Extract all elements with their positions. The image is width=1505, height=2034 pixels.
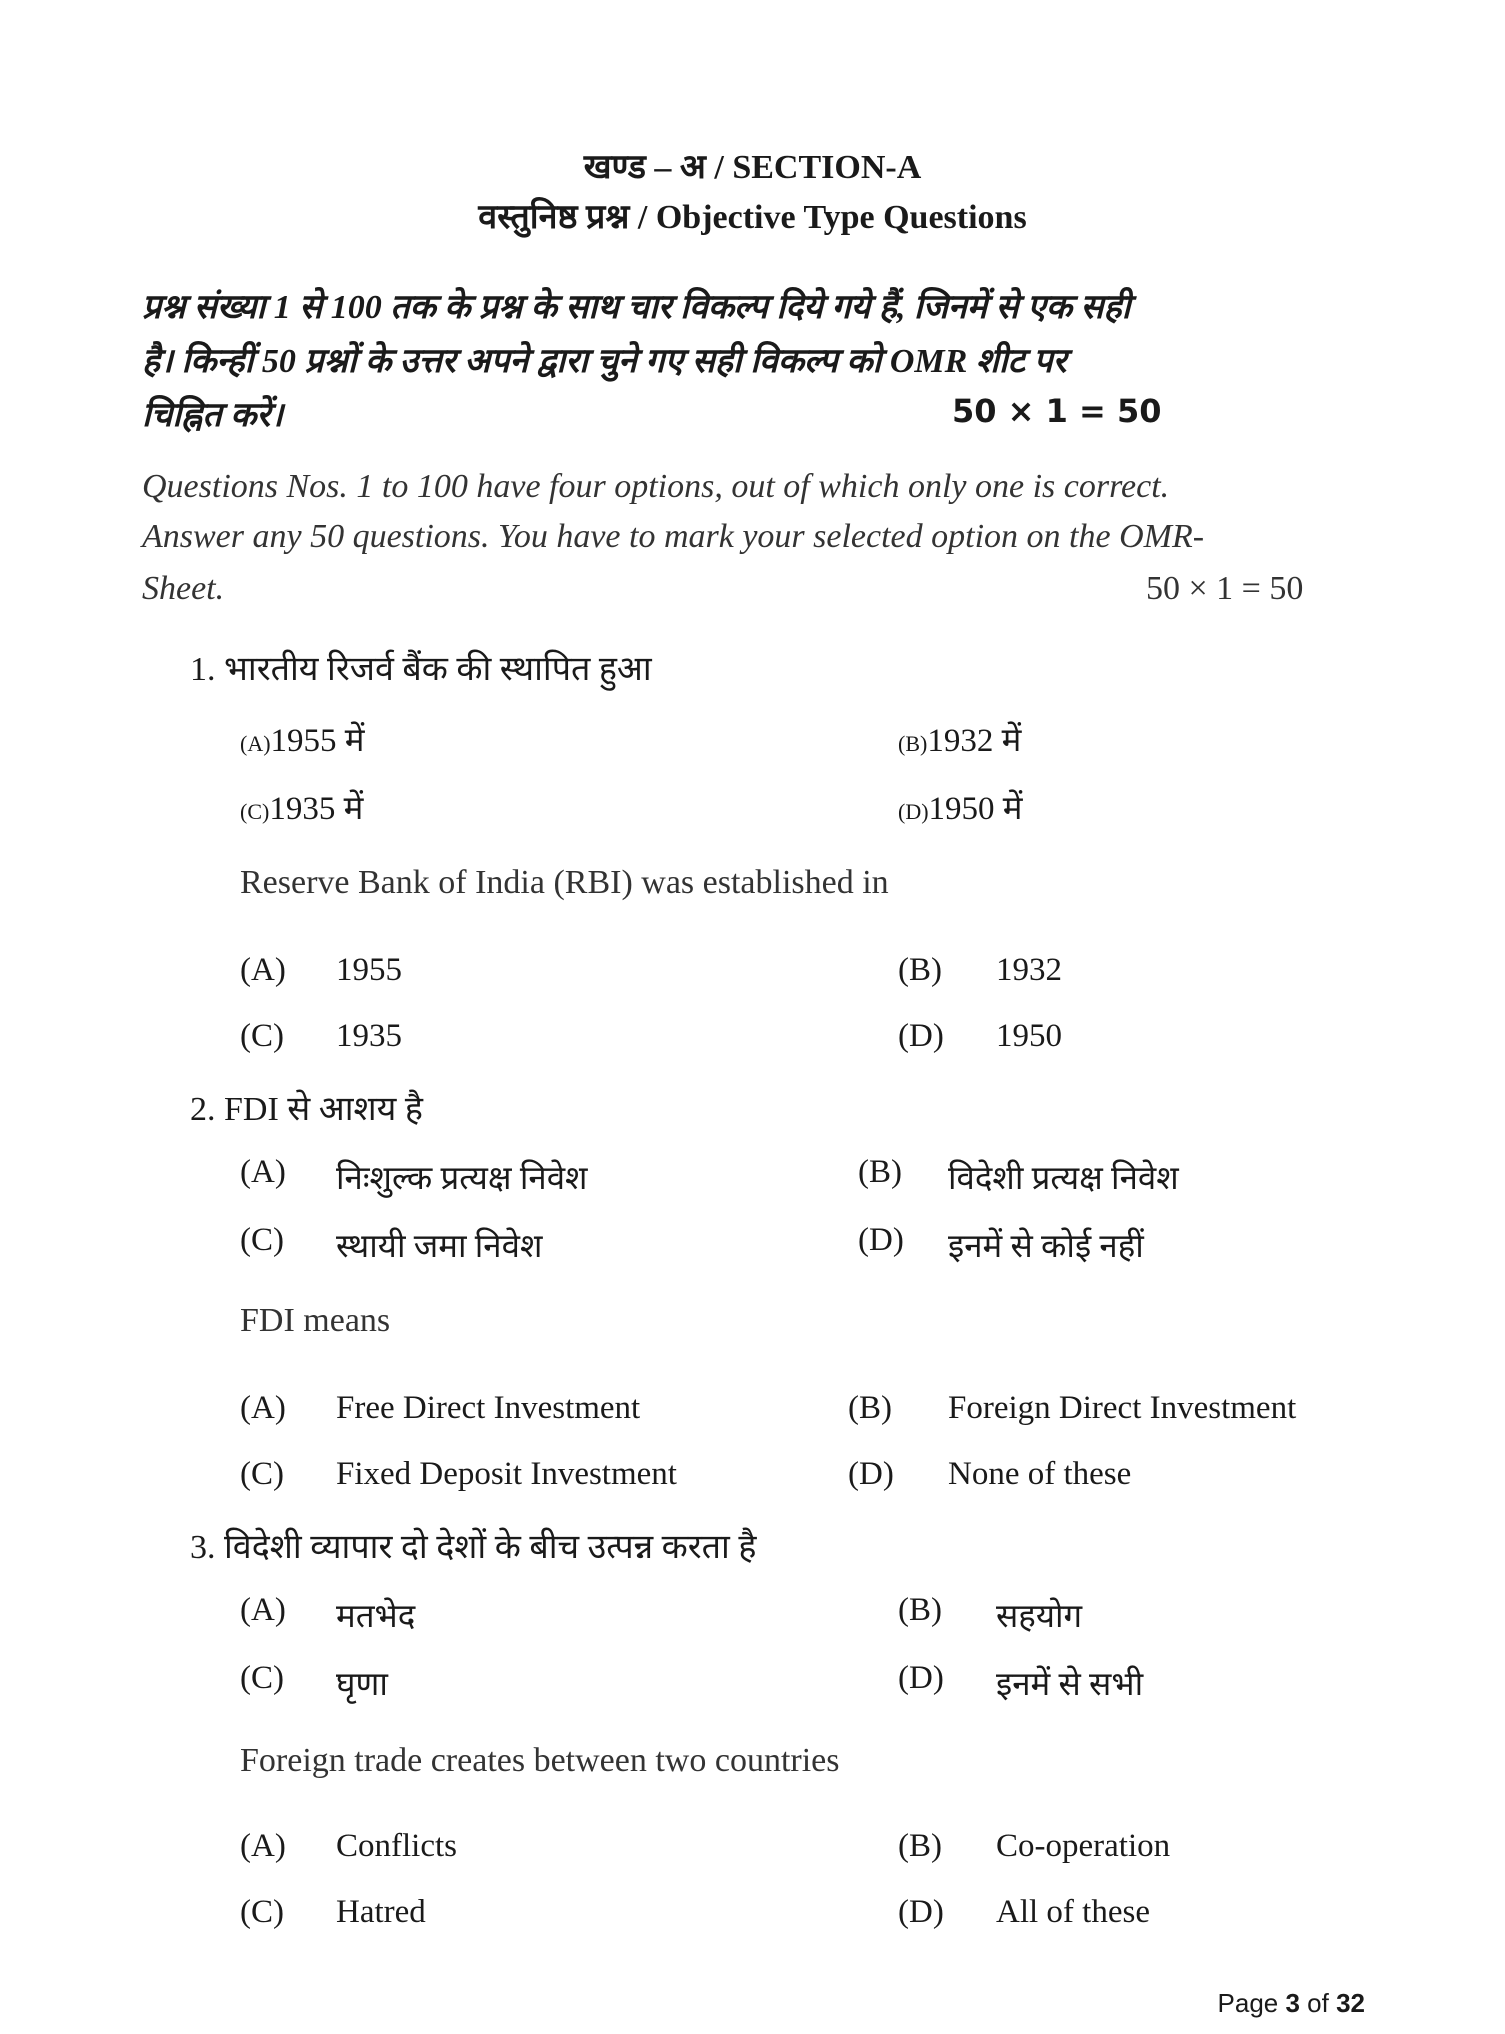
- option-d-english-text: 1950: [996, 1018, 1062, 1054]
- option-b-english-text: 1932: [996, 952, 1062, 988]
- section-subtitle: वस्तुनिष्ठ प्रश्न / Objective Type Questions: [478, 199, 1027, 236]
- option-d-hindi-text: इनमें से सभी: [996, 1667, 1144, 1703]
- question-3: [190, 1522, 756, 1568]
- option-label: (D): [898, 1018, 944, 1054]
- english-instruction-line-1: Questions Nos. 1 to 100 have four options, out of which only one is correct.: [142, 468, 1170, 505]
- option-c-hindi: (C): [240, 1660, 284, 1696]
- english-marks: 50 × 1 = 50: [1146, 570, 1304, 607]
- option-d-hindi: (D): [858, 1222, 904, 1258]
- option-text: 1955 में: [270, 723, 365, 759]
- option-a-english: [240, 952, 286, 989]
- page-number: [1218, 1988, 1365, 2019]
- option-b-hindi: [898, 716, 1021, 761]
- option-c-english-text: Fixed Deposit Investment: [336, 1456, 677, 1492]
- option-label: (A): [240, 952, 286, 988]
- hindi-marks: 50 × 1 = 50: [952, 392, 1162, 430]
- option-a-english: (A): [240, 1390, 286, 1426]
- option-c-hindi: (C): [240, 1222, 284, 1258]
- question-text-hindi: विदेशी व्यापार दो देशों के बीच उत्पन्न करता है: [224, 1529, 757, 1566]
- option-d-english: (D): [898, 1894, 944, 1930]
- option-a-hindi: (A): [240, 1592, 286, 1628]
- option-b-english: [898, 952, 942, 989]
- option-c-hindi-text: स्थायी जमा निवेश: [336, 1229, 543, 1265]
- question-text-english: Foreign trade creates between two countries: [240, 1742, 840, 1779]
- option-a-hindi: [240, 716, 365, 761]
- option-c-hindi-text: घृणा: [336, 1667, 388, 1703]
- option-a-hindi-text: निःशुल्क प्रत्यक्ष निवेश: [336, 1161, 588, 1197]
- option-d-english-text: All of these: [996, 1894, 1150, 1930]
- page-prefix: Page: [1217, 1988, 1286, 2018]
- option-c-hindi: [240, 784, 363, 829]
- hindi-instruction-line-3: चिह्नित करें।: [142, 397, 284, 434]
- section-title: खण्ड – अ / SECTION-A: [583, 149, 922, 186]
- option-a-hindi: (A): [240, 1154, 286, 1190]
- option-d-hindi: (D): [898, 1660, 944, 1696]
- page-total: 32: [1336, 1988, 1365, 2018]
- english-instruction-line-2: Answer any 50 questions. You have to mark your selected option on the OMR-: [142, 518, 1205, 555]
- option-b-english: (B): [848, 1390, 892, 1426]
- question-1: [190, 644, 652, 690]
- hindi-instruction-line-2: है। किन्हीं 50 प्रश्नों के उत्तर अपने द्वारा चुने गए सही विकल्प को OMR शीट पर: [142, 343, 1067, 380]
- option-d-english-text: None of these: [948, 1456, 1132, 1492]
- question-number: 2.: [190, 1091, 216, 1128]
- option-a-hindi-text: मतभेद: [336, 1599, 416, 1635]
- option-b-english-text: Foreign Direct Investment: [948, 1390, 1297, 1426]
- option-d-english: [898, 1018, 944, 1055]
- option-label: (B): [898, 731, 928, 756]
- option-b-hindi-text: विदेशी प्रत्यक्ष निवेश: [948, 1161, 1179, 1197]
- page-current: 3: [1285, 1988, 1300, 2018]
- question-text-english: Reserve Bank of India (RBI) was established in: [240, 864, 889, 901]
- option-a-english: (A): [240, 1828, 286, 1864]
- option-b-english: (B): [898, 1828, 942, 1864]
- option-b-english-text: Co-operation: [996, 1828, 1171, 1864]
- option-label: (C): [240, 1018, 284, 1054]
- option-c-english: (C): [240, 1456, 284, 1492]
- option-a-english-text: Free Direct Investment: [336, 1390, 641, 1426]
- option-c-english-text: 1935: [336, 1018, 402, 1054]
- option-label: (B): [898, 952, 942, 988]
- option-d-english: (D): [848, 1456, 894, 1492]
- question-number: 3.: [190, 1529, 216, 1566]
- page-middle: of: [1299, 1988, 1337, 2018]
- option-text: 1950 में: [928, 791, 1023, 827]
- english-instruction-line-3: Sheet.: [142, 570, 225, 607]
- option-b-hindi: (B): [858, 1154, 902, 1190]
- option-c-english: [240, 1018, 284, 1055]
- question-text-english: FDI means: [240, 1302, 391, 1339]
- option-label: (A): [240, 731, 271, 756]
- question-text-hindi: FDI से आशय है: [224, 1091, 423, 1128]
- option-label: (C): [240, 799, 270, 824]
- question-2: [190, 1084, 423, 1130]
- option-c-english-text: Hatred: [336, 1894, 426, 1930]
- hindi-instruction-line-1: प्रश्न संख्या 1 से 100 तक के प्रश्न के साथ चार विकल्प दिये गये हैं, जिनमें से एक सही: [142, 289, 1131, 326]
- question-number: 1.: [190, 651, 216, 688]
- question-text-hindi: भारतीय रिजर्व बैंक की स्थापित हुआ: [224, 651, 652, 688]
- option-d-hindi: [898, 784, 1023, 829]
- option-b-hindi-text: सहयोग: [996, 1599, 1083, 1635]
- option-d-hindi-text: इनमें से कोई नहीं: [948, 1229, 1144, 1265]
- option-c-english: (C): [240, 1894, 284, 1930]
- option-text: 1932 में: [927, 723, 1022, 759]
- option-label: (D): [898, 799, 929, 824]
- option-text: 1935 में: [269, 791, 364, 827]
- option-b-hindi: (B): [898, 1592, 942, 1628]
- option-a-english-text: 1955: [336, 952, 402, 988]
- option-a-english-text: Conflicts: [336, 1828, 457, 1864]
